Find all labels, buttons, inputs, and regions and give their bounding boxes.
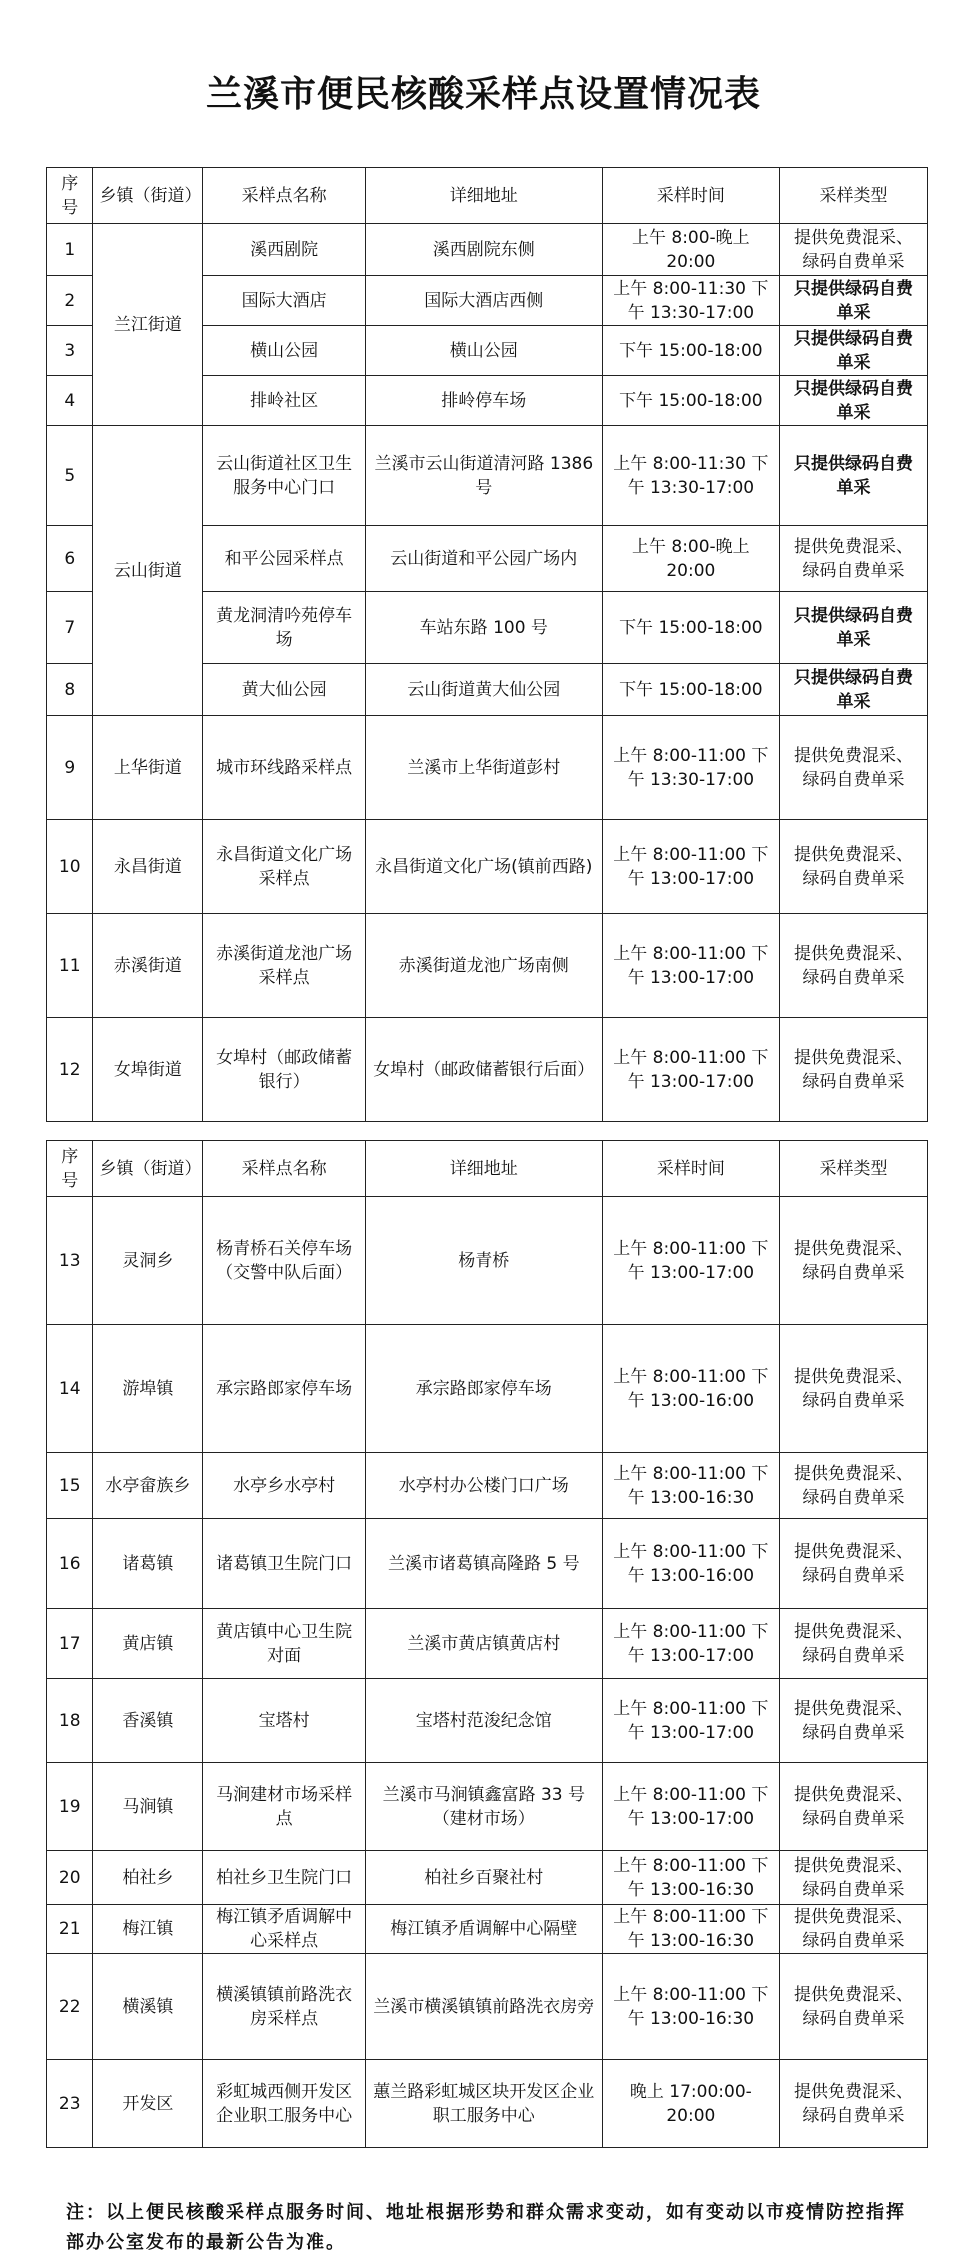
- row-number: 21: [47, 1905, 93, 1954]
- address-cell: 蕙兰路彩虹城区块开发区企业职工服务中心: [366, 2060, 603, 2148]
- town-cell: 兰江街道: [93, 224, 203, 426]
- time-cell: 上午 8:00-11:30 下午 13:30-17:00: [602, 276, 779, 326]
- header-time: 采样时间: [602, 1141, 779, 1197]
- row-number: 12: [47, 1018, 93, 1122]
- town-cell: 黄店镇: [93, 1609, 203, 1679]
- address-cell: 溪西剧院东侧: [366, 224, 603, 276]
- site-name-cell: 宝塔村: [203, 1679, 366, 1763]
- table-row: [47, 1018, 928, 1122]
- table-row: [47, 224, 928, 276]
- time-cell: 上午 8:00-晚上 20:00: [602, 526, 779, 592]
- row-number: 15: [47, 1453, 93, 1519]
- type-cell: 提供免费混采、绿码自费单采: [780, 2060, 928, 2148]
- town-cell: 开发区: [93, 2060, 203, 2148]
- row-number: 22: [47, 1954, 93, 2060]
- table-row: [47, 820, 928, 914]
- site-name-cell: 彩虹城西侧开发区企业职工服务中心: [203, 2060, 366, 2148]
- town-cell: 永昌街道: [93, 820, 203, 914]
- address-cell: 柏社乡百聚社村: [366, 1851, 603, 1905]
- row-number: 18: [47, 1679, 93, 1763]
- address-cell: 兰溪市横溪镇镇前路洗衣房旁: [366, 1954, 603, 2060]
- header-address: 详细地址: [366, 168, 603, 224]
- header-site-name: 采样点名称: [203, 1141, 366, 1197]
- row-number: 20: [47, 1851, 93, 1905]
- type-cell: 提供免费混采、绿码自费单采: [780, 1851, 928, 1905]
- address-cell: 兰溪市马涧镇鑫富路 33 号（建材市场）: [366, 1763, 603, 1851]
- type-cell: 提供免费混采、绿码自费单采: [780, 914, 928, 1018]
- address-cell: 兰溪市上华街道彭村: [366, 716, 603, 820]
- town-cell: 女埠街道: [93, 1018, 203, 1122]
- table-row: [47, 716, 928, 820]
- time-cell: 上午 8:00-11:00 下午 13:00-16:30: [602, 1851, 779, 1905]
- time-cell: 上午 8:00-11:00 下午 13:00-16:30: [602, 1954, 779, 2060]
- site-name-cell: 黄店镇中心卫生院对面: [203, 1609, 366, 1679]
- site-name-cell: 杨青桥石关停车场（交警中队后面）: [203, 1197, 366, 1325]
- town-cell: 上华街道: [93, 716, 203, 820]
- page-title: 兰溪市便民核酸采样点设置情况表: [205, 74, 761, 115]
- address-cell: 永昌街道文化广场(镇前西路): [366, 820, 603, 914]
- address-cell: 承宗路郎家停车场: [366, 1325, 603, 1453]
- address-cell: 云山街道黄大仙公园: [366, 664, 603, 716]
- site-name-cell: 水亭乡水亭村: [203, 1453, 366, 1519]
- time-cell: 下午 15:00-18:00: [602, 376, 779, 426]
- town-cell: 云山街道: [93, 426, 203, 716]
- row-number: 17: [47, 1609, 93, 1679]
- type-cell: 提供免费混采、绿码自费单采: [780, 1018, 928, 1122]
- row-number: 9: [47, 716, 93, 820]
- type-cell: 提供免费混采、绿码自费单采: [780, 1519, 928, 1609]
- header-type: 采样类型: [780, 168, 928, 224]
- table-header-row: [47, 168, 928, 224]
- header-town: 乡镇（街道）: [93, 168, 203, 224]
- site-name-cell: 女埠村（邮政储蓄银行）: [203, 1018, 366, 1122]
- header-no: 序号: [47, 1141, 93, 1197]
- footnote: 注：以上便民核酸采样点服务时间、地址根据形势和群众需求变动，如有变动以市疫情防控指挥部办公室发布的最新公告为准。: [66, 2202, 906, 2253]
- address-cell: 梅江镇矛盾调解中心隔壁: [366, 1905, 603, 1954]
- header-address: 详细地址: [366, 1141, 603, 1197]
- town-cell: 水亭畲族乡: [93, 1453, 203, 1519]
- site-name-cell: 国际大酒店: [203, 276, 366, 326]
- table-row: [47, 1851, 928, 1905]
- town-cell: 诸葛镇: [93, 1519, 203, 1609]
- type-cell: 提供免费混采、绿码自费单采: [780, 1954, 928, 2060]
- town-cell: 柏社乡: [93, 1851, 203, 1905]
- time-cell: 上午 8:00-11:00 下午 13:00-17:00: [602, 1609, 779, 1679]
- header-no: 序号: [47, 168, 93, 224]
- address-cell: 兰溪市黄店镇黄店村: [366, 1609, 603, 1679]
- site-name-cell: 黄龙洞清吟苑停车场: [203, 592, 366, 664]
- site-name-cell: 诸葛镇卫生院门口: [203, 1519, 366, 1609]
- site-name-cell: 永昌街道文化广场采样点: [203, 820, 366, 914]
- row-number: 7: [47, 592, 93, 664]
- row-number: 19: [47, 1763, 93, 1851]
- header-time: 采样时间: [602, 168, 779, 224]
- type-cell: 只提供绿码自费单采: [780, 664, 928, 716]
- site-name-cell: 柏社乡卫生院门口: [203, 1851, 366, 1905]
- town-cell: 赤溪街道: [93, 914, 203, 1018]
- site-name-cell: 承宗路郎家停车场: [203, 1325, 366, 1453]
- row-number: 3: [47, 326, 93, 376]
- time-cell: 下午 15:00-18:00: [602, 592, 779, 664]
- row-number: 5: [47, 426, 93, 526]
- address-cell: 横山公园: [366, 326, 603, 376]
- table-header-row: [47, 1141, 928, 1197]
- table-row: [47, 1519, 928, 1609]
- address-cell: 女埠村（邮政储蓄银行后面）: [366, 1018, 603, 1122]
- table-row: [47, 1325, 928, 1453]
- row-number: 4: [47, 376, 93, 426]
- type-cell: 提供免费混采、绿码自费单采: [780, 1453, 928, 1519]
- type-cell: 提供免费混采、绿码自费单采: [780, 1197, 928, 1325]
- time-cell: 上午 8:00-11:00 下午 13:00-17:00: [602, 1197, 779, 1325]
- type-cell: 提供免费混采、绿码自费单采: [780, 1763, 928, 1851]
- time-cell: 晚上 17:00:00-20:00: [602, 2060, 779, 2148]
- row-number: 11: [47, 914, 93, 1018]
- table-row: [47, 1679, 928, 1763]
- table-row: [47, 1453, 928, 1519]
- header-town: 乡镇（街道）: [93, 1141, 203, 1197]
- row-number: 13: [47, 1197, 93, 1325]
- row-number: 2: [47, 276, 93, 326]
- address-cell: 车站东路 100 号: [366, 592, 603, 664]
- site-name-cell: 横溪镇镇前路洗衣房采样点: [203, 1954, 366, 2060]
- time-cell: 上午 8:00-11:00 下午 13:00-16:00: [602, 1519, 779, 1609]
- table-row: [47, 1954, 928, 2060]
- site-name-cell: 马涧建材市场采样点: [203, 1763, 366, 1851]
- site-name-cell: 横山公园: [203, 326, 366, 376]
- row-number: 8: [47, 664, 93, 716]
- time-cell: 上午 8:00-11:00 下午 13:00-17:00: [602, 1763, 779, 1851]
- type-cell: 提供免费混采、绿码自费单采: [780, 1325, 928, 1453]
- type-cell: 提供免费混采、绿码自费单采: [780, 716, 928, 820]
- address-cell: 宝塔村范浚纪念馆: [366, 1679, 603, 1763]
- address-cell: 水亭村办公楼门口广场: [366, 1453, 603, 1519]
- site-name-cell: 梅江镇矛盾调解中心采样点: [203, 1905, 366, 1954]
- table-row: [47, 1197, 928, 1325]
- table-row: [47, 1905, 928, 1954]
- site-name-cell: 和平公园采样点: [203, 526, 366, 592]
- table-row: [47, 1763, 928, 1851]
- address-cell: 国际大酒店西侧: [366, 276, 603, 326]
- town-cell: 游埠镇: [93, 1325, 203, 1453]
- site-name-cell: 溪西剧院: [203, 224, 366, 276]
- row-number: 23: [47, 2060, 93, 2148]
- row-number: 10: [47, 820, 93, 914]
- site-name-cell: 云山街道社区卫生服务中心门口: [203, 426, 366, 526]
- type-cell: 提供免费混采、绿码自费单采: [780, 526, 928, 592]
- time-cell: 上午 8:00-11:00 下午 13:00-16:30: [602, 1453, 779, 1519]
- time-cell: 上午 8:00-11:00 下午 13:30-17:00: [602, 716, 779, 820]
- site-name-cell: 黄大仙公园: [203, 664, 366, 716]
- time-cell: 上午 8:00-11:00 下午 13:00-17:00: [602, 914, 779, 1018]
- address-cell: 云山街道和平公园广场内: [366, 526, 603, 592]
- table-row: [47, 1609, 928, 1679]
- town-cell: 横溪镇: [93, 1954, 203, 2060]
- type-cell: 提供免费混采、绿码自费单采: [780, 1609, 928, 1679]
- town-cell: 马涧镇: [93, 1763, 203, 1851]
- row-number: 16: [47, 1519, 93, 1609]
- table-row: [47, 914, 928, 1018]
- site-name-cell: 赤溪街道龙池广场采样点: [203, 914, 366, 1018]
- time-cell: 上午 8:00-11:00 下午 13:00-16:00: [602, 1325, 779, 1453]
- type-cell: 提供免费混采、绿码自费单采: [780, 820, 928, 914]
- town-cell: 香溪镇: [93, 1679, 203, 1763]
- address-cell: 兰溪市诸葛镇高隆路 5 号: [366, 1519, 603, 1609]
- type-cell: 提供免费混采、绿码自费单采: [780, 224, 928, 276]
- town-cell: 灵洞乡: [93, 1197, 203, 1325]
- type-cell: 提供免费混采、绿码自费单采: [780, 1905, 928, 1954]
- time-cell: 上午 8:00-11:00 下午 13:00-17:00: [602, 1679, 779, 1763]
- time-cell: 上午 8:00-11:00 下午 13:00-17:00: [602, 1018, 779, 1122]
- type-cell: 只提供绿码自费单采: [780, 592, 928, 664]
- header-type: 采样类型: [780, 1141, 928, 1197]
- type-cell: 只提供绿码自费单采: [780, 376, 928, 426]
- type-cell: 提供免费混采、绿码自费单采: [780, 1679, 928, 1763]
- type-cell: 只提供绿码自费单采: [780, 326, 928, 376]
- site-name-cell: 排岭社区: [203, 376, 366, 426]
- town-cell: 梅江镇: [93, 1905, 203, 1954]
- time-cell: 下午 15:00-18:00: [602, 326, 779, 376]
- address-cell: 杨青桥: [366, 1197, 603, 1325]
- type-cell: 只提供绿码自费单采: [780, 426, 928, 526]
- sampling-table-2: [46, 1140, 928, 2148]
- time-cell: 上午 8:00-晚上 20:00: [602, 224, 779, 276]
- table-row: [47, 2060, 928, 2148]
- row-number: 1: [47, 224, 93, 276]
- address-cell: 兰溪市云山街道清河路 1386 号: [366, 426, 603, 526]
- site-name-cell: 城市环线路采样点: [203, 716, 366, 820]
- type-cell: 只提供绿码自费单采: [780, 276, 928, 326]
- header-site-name: 采样点名称: [203, 168, 366, 224]
- time-cell: 上午 8:00-11:00 下午 13:00-17:00: [602, 820, 779, 914]
- address-cell: 赤溪街道龙池广场南侧: [366, 914, 603, 1018]
- table-row: [47, 426, 928, 526]
- time-cell: 上午 8:00-11:30 下午 13:30-17:00: [602, 426, 779, 526]
- time-cell: 下午 15:00-18:00: [602, 664, 779, 716]
- row-number: 14: [47, 1325, 93, 1453]
- address-cell: 排岭停车场: [366, 376, 603, 426]
- row-number: 6: [47, 526, 93, 592]
- time-cell: 上午 8:00-11:00 下午 13:00-16:30: [602, 1905, 779, 1954]
- sampling-table-1: [46, 167, 928, 1122]
